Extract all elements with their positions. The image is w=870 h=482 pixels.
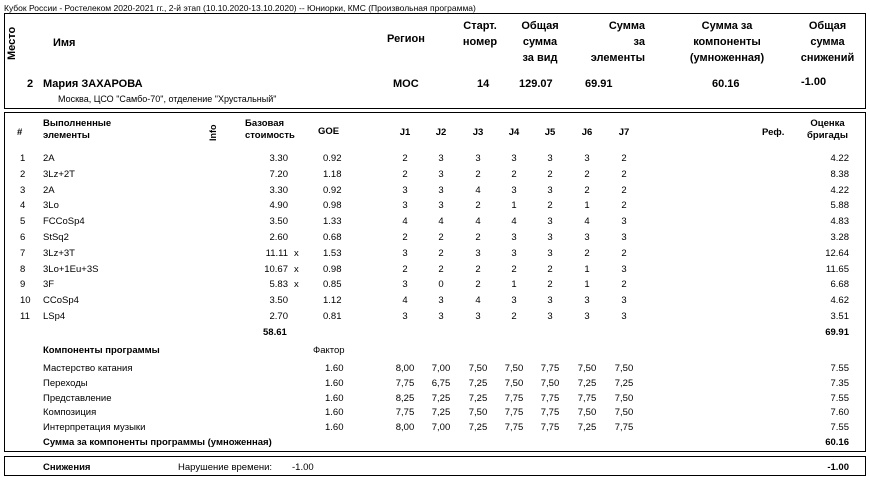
element-panel-score: 4.22 bbox=[830, 184, 849, 196]
component-judge-score: 6,75 bbox=[431, 377, 451, 389]
components-score-header: Сумма за компоненты (умноженная) bbox=[689, 20, 765, 64]
component-factor: 1.60 bbox=[325, 392, 344, 404]
element-judge-score: 2 bbox=[438, 247, 444, 259]
element-judge-score: 2 bbox=[621, 279, 627, 291]
elements-score-header: Сумма за элементы bbox=[590, 20, 645, 64]
element-bonus-mark: x bbox=[294, 279, 299, 291]
element-judge-score: 2 bbox=[475, 200, 481, 212]
element-number: 1 bbox=[20, 153, 26, 164]
element-judge-score: 3 bbox=[547, 184, 553, 196]
element-judge-score: 1 bbox=[584, 279, 590, 291]
element-row bbox=[0, 311, 870, 325]
num-header: # bbox=[17, 127, 23, 138]
component-judge-score: 7,25 bbox=[614, 377, 634, 389]
component-judge-score: 7,50 bbox=[504, 363, 524, 374]
element-name: 3Lz+2T bbox=[43, 168, 75, 180]
element-bonus-mark: x bbox=[294, 263, 299, 275]
element-name: 3F bbox=[43, 279, 55, 291]
element-judge-score: 3 bbox=[547, 247, 553, 259]
component-row bbox=[0, 363, 870, 377]
element-number: 6 bbox=[20, 232, 26, 243]
element-base-value: 2.60 bbox=[269, 232, 288, 243]
element-goe: 0.92 bbox=[323, 153, 342, 164]
element-judge-score: 3 bbox=[547, 216, 553, 228]
component-judge-score: 7,75 bbox=[395, 377, 415, 389]
skater-components-score: 60.16 bbox=[712, 78, 740, 90]
element-judge-score: 3 bbox=[584, 232, 590, 243]
referee-header: Реф. bbox=[762, 127, 785, 138]
panel-score-header: Оценка бригады bbox=[807, 118, 848, 141]
element-row bbox=[0, 185, 870, 199]
element-row bbox=[0, 169, 870, 183]
element-number: 2 bbox=[20, 168, 26, 180]
element-judge-score: 3 bbox=[402, 279, 408, 291]
component-judge-score: 7,50 bbox=[614, 363, 634, 374]
element-judge-score: 2 bbox=[511, 168, 517, 180]
start-number-header: Старт. номер bbox=[462, 20, 498, 48]
element-judge-score: 2 bbox=[547, 279, 553, 291]
component-judge-score: 7,25 bbox=[431, 392, 451, 404]
component-judge-score: 7,25 bbox=[577, 377, 597, 389]
factor-header: Фактор bbox=[313, 345, 345, 356]
component-judge-score: 7,75 bbox=[395, 407, 415, 419]
element-judge-score: 3 bbox=[402, 200, 408, 212]
element-number: 11 bbox=[20, 311, 30, 322]
component-judge-score: 8,00 bbox=[395, 422, 415, 434]
element-judge-score: 2 bbox=[584, 184, 590, 196]
element-name: 3Lz+3T bbox=[43, 247, 75, 259]
component-row bbox=[0, 407, 870, 421]
element-judge-score: 2 bbox=[402, 263, 408, 275]
component-name: Композиция bbox=[43, 407, 97, 419]
element-base-value: 11.11 bbox=[265, 247, 288, 259]
element-judge-score: 2 bbox=[621, 247, 627, 259]
element-judge-score: 3 bbox=[584, 295, 590, 307]
component-judge-score: 7,25 bbox=[468, 392, 488, 404]
element-name: CCoSp4 bbox=[43, 295, 79, 307]
name-header: Имя bbox=[53, 37, 76, 49]
skater-club: Москва, ЦСО "Самбо-70", отделение "Хрустальный" bbox=[58, 94, 277, 104]
element-base-value: 2.70 bbox=[269, 311, 288, 322]
element-goe: 1.53 bbox=[323, 247, 342, 259]
element-judge-score: 0 bbox=[438, 279, 444, 291]
component-judge-score: 7,50 bbox=[577, 407, 597, 419]
element-number: 3 bbox=[20, 184, 26, 196]
component-panel-score: 7.55 bbox=[830, 392, 849, 404]
total-score-header: Общая сумма за вид bbox=[521, 20, 559, 64]
component-name: Представление bbox=[43, 392, 112, 404]
element-row bbox=[0, 248, 870, 262]
deduction-time-violation: Нарушение времени: bbox=[178, 462, 273, 473]
element-judge-score: 3 bbox=[621, 311, 627, 322]
component-judge-score: 7,50 bbox=[577, 363, 597, 374]
element-judge-score: 1 bbox=[511, 200, 517, 212]
element-base-value: 10.67 bbox=[264, 263, 288, 275]
component-judge-score: 7,00 bbox=[431, 363, 451, 374]
element-judge-score: 3 bbox=[547, 153, 553, 164]
place-header: Место bbox=[6, 26, 18, 60]
component-judge-score: 8,00 bbox=[395, 363, 415, 374]
element-number: 10 bbox=[20, 295, 31, 307]
element-row bbox=[0, 279, 870, 293]
component-judge-score: 7,50 bbox=[468, 363, 488, 374]
element-judge-score: 2 bbox=[547, 200, 553, 212]
element-base-value: 7.20 bbox=[269, 168, 288, 180]
deductions-header: Общая сумма снижений bbox=[800, 20, 855, 64]
element-panel-score: 4.62 bbox=[830, 295, 849, 307]
component-judge-score: 7,75 bbox=[540, 363, 560, 374]
component-name: Интерпретация музыки bbox=[43, 422, 146, 434]
component-panel-score: 7.55 bbox=[830, 422, 849, 434]
component-judge-score: 7,25 bbox=[577, 422, 597, 434]
element-panel-score: 3.51 bbox=[830, 311, 849, 322]
component-row bbox=[0, 422, 870, 436]
element-base-value: 5.83 bbox=[269, 279, 288, 291]
skater-start-number: 14 bbox=[477, 78, 490, 90]
element-judge-score: 3 bbox=[547, 311, 553, 322]
component-factor: 1.60 bbox=[325, 377, 344, 389]
judge-header-4: J4 bbox=[508, 127, 520, 138]
element-judge-score: 2 bbox=[584, 247, 590, 259]
element-name: 3Lo+1Eu+3S bbox=[43, 263, 99, 275]
element-judge-score: 3 bbox=[402, 311, 408, 322]
elements-total-score: 69.91 bbox=[825, 327, 849, 338]
element-judge-score: 3 bbox=[511, 184, 517, 196]
element-panel-score: 11.65 bbox=[825, 263, 849, 275]
judge-header-5: J5 bbox=[544, 127, 556, 138]
component-judge-score: 7,75 bbox=[504, 407, 524, 419]
deductions-box bbox=[4, 456, 866, 476]
skater-region: МОС bbox=[393, 78, 419, 90]
element-judge-score: 2 bbox=[511, 311, 517, 322]
element-judge-score: 3 bbox=[402, 184, 408, 196]
elements-total-base: 58.61 bbox=[263, 327, 287, 338]
element-judge-score: 2 bbox=[621, 200, 627, 212]
deduction-time-violation-value: -1.00 bbox=[292, 462, 314, 473]
element-judge-score: 2 bbox=[621, 184, 627, 196]
element-judge-score: 1 bbox=[511, 279, 517, 291]
component-judge-score: 7,75 bbox=[504, 422, 524, 434]
component-judge-score: 7,50 bbox=[614, 407, 634, 419]
component-judge-score: 7,25 bbox=[431, 407, 451, 419]
judge-header-7: J7 bbox=[618, 127, 630, 138]
element-name: StSq2 bbox=[43, 232, 69, 243]
element-judge-score: 3 bbox=[511, 153, 517, 164]
components-total: 60.16 bbox=[825, 437, 849, 448]
element-base-value: 3.50 bbox=[269, 216, 288, 228]
element-judge-score: 2 bbox=[511, 263, 517, 275]
element-judge-score: 3 bbox=[547, 232, 553, 243]
component-factor: 1.60 bbox=[325, 422, 344, 434]
components-total-label: Сумма за компоненты программы (умноженная) bbox=[43, 437, 272, 448]
element-judge-score: 3 bbox=[438, 153, 444, 164]
component-judge-score: 7,75 bbox=[540, 392, 560, 404]
component-judge-score: 7,75 bbox=[577, 392, 597, 404]
element-row bbox=[0, 264, 870, 278]
component-name: Мастерство катания bbox=[43, 363, 133, 374]
component-factor: 1.60 bbox=[325, 363, 344, 374]
element-row bbox=[0, 153, 870, 167]
element-panel-score: 12.64 bbox=[825, 247, 849, 259]
element-goe: 0.98 bbox=[323, 200, 342, 212]
component-judge-score: 7,75 bbox=[540, 422, 560, 434]
component-row bbox=[0, 378, 870, 392]
element-judge-score: 3 bbox=[438, 311, 444, 322]
element-judge-score: 3 bbox=[621, 295, 627, 307]
judge-header-6: J6 bbox=[581, 127, 593, 138]
element-number: 4 bbox=[20, 200, 26, 212]
component-judge-score: 7,50 bbox=[504, 377, 524, 389]
element-judge-score: 3 bbox=[621, 263, 627, 275]
element-row bbox=[0, 216, 870, 230]
element-panel-score: 8.38 bbox=[830, 168, 849, 180]
element-judge-score: 3 bbox=[621, 232, 627, 243]
element-goe: 1.33 bbox=[323, 216, 342, 228]
element-number: 8 bbox=[20, 263, 26, 275]
component-factor: 1.60 bbox=[325, 407, 344, 419]
judge-header-2: J2 bbox=[435, 127, 447, 138]
element-judge-score: 3 bbox=[621, 216, 627, 228]
element-panel-score: 3.28 bbox=[830, 232, 849, 243]
component-panel-score: 7.60 bbox=[830, 407, 849, 419]
element-judge-score: 4 bbox=[402, 295, 408, 307]
element-name: 3Lo bbox=[43, 200, 59, 212]
elements-header: Выполненные элементы bbox=[43, 118, 112, 141]
element-number: 7 bbox=[20, 247, 26, 259]
element-judge-score: 2 bbox=[621, 153, 627, 164]
element-judge-score: 3 bbox=[475, 311, 481, 322]
judge-header-1: J1 bbox=[399, 127, 411, 138]
element-judge-score: 3 bbox=[511, 232, 517, 243]
element-base-value: 4.90 bbox=[269, 200, 288, 212]
element-judge-score: 4 bbox=[402, 216, 408, 228]
element-judge-score: 1 bbox=[584, 200, 590, 212]
element-judge-score: 2 bbox=[584, 168, 590, 180]
element-judge-score: 2 bbox=[438, 263, 444, 275]
element-judge-score: 3 bbox=[511, 247, 517, 259]
element-judge-score: 4 bbox=[475, 295, 481, 307]
element-judge-score: 4 bbox=[438, 216, 444, 228]
element-judge-score: 2 bbox=[402, 153, 408, 164]
element-name: 2A bbox=[43, 184, 55, 196]
element-judge-score: 3 bbox=[438, 200, 444, 212]
element-judge-score: 4 bbox=[475, 216, 481, 228]
element-row bbox=[0, 200, 870, 214]
skater-total: 129.07 bbox=[519, 78, 553, 90]
element-goe: 0.68 bbox=[323, 232, 342, 243]
component-judge-score: 7,50 bbox=[468, 407, 488, 419]
element-judge-score: 2 bbox=[475, 168, 481, 180]
element-judge-score: 2 bbox=[438, 232, 444, 243]
element-judge-score: 3 bbox=[402, 247, 408, 259]
element-judge-score: 4 bbox=[511, 216, 517, 228]
element-panel-score: 6.68 bbox=[830, 279, 849, 291]
component-judge-score: 7,50 bbox=[614, 392, 634, 404]
element-judge-score: 1 bbox=[584, 263, 590, 275]
element-judge-score: 3 bbox=[584, 153, 590, 164]
skater-deductions: -1.00 bbox=[801, 76, 827, 88]
element-row bbox=[0, 295, 870, 309]
element-judge-score: 3 bbox=[511, 295, 517, 307]
info-header: Info bbox=[208, 124, 218, 141]
component-judge-score: 8,25 bbox=[395, 392, 415, 404]
element-judge-score: 2 bbox=[402, 168, 408, 180]
component-judge-score: 7,50 bbox=[540, 377, 560, 389]
element-name: LSp4 bbox=[43, 311, 66, 322]
element-judge-score: 3 bbox=[438, 295, 444, 307]
element-judge-score: 2 bbox=[402, 232, 408, 243]
element-judge-score: 2 bbox=[547, 263, 553, 275]
component-name: Переходы bbox=[43, 377, 88, 389]
component-judge-score: 7,75 bbox=[504, 392, 524, 404]
skater-elements-score: 69.91 bbox=[585, 78, 613, 90]
element-judge-score: 3 bbox=[547, 295, 553, 307]
element-panel-score: 4.83 bbox=[830, 216, 849, 228]
element-judge-score: 3 bbox=[475, 153, 481, 164]
element-judge-score: 3 bbox=[584, 311, 590, 322]
base-value-header: Базовая стоимость bbox=[245, 118, 295, 141]
element-name: FCCoSp4 bbox=[43, 216, 85, 228]
element-goe: 1.12 bbox=[323, 295, 342, 307]
element-judge-score: 2 bbox=[547, 168, 553, 180]
element-goe: 1.18 bbox=[323, 168, 342, 180]
skater-name: Мария ЗАХАРОВА bbox=[43, 78, 143, 90]
component-judge-score: 7,25 bbox=[468, 422, 488, 434]
element-base-value: 3.50 bbox=[269, 295, 288, 307]
region-header: Регион bbox=[387, 33, 425, 45]
component-judge-score: 7,00 bbox=[431, 422, 451, 434]
element-base-value: 3.30 bbox=[269, 184, 288, 196]
deductions-label: Снижения bbox=[43, 462, 91, 473]
element-name: 2A bbox=[43, 153, 55, 164]
element-judge-score: 2 bbox=[475, 279, 481, 291]
element-bonus-mark: x bbox=[294, 247, 299, 259]
element-judge-score: 3 bbox=[438, 184, 444, 196]
element-panel-score: 4.22 bbox=[830, 153, 849, 164]
element-judge-score: 2 bbox=[475, 263, 481, 275]
element-judge-score: 4 bbox=[475, 184, 481, 196]
element-goe: 0.81 bbox=[323, 311, 342, 322]
element-judge-score: 4 bbox=[584, 216, 590, 228]
element-row bbox=[0, 232, 870, 246]
element-number: 5 bbox=[20, 216, 26, 228]
element-judge-score: 3 bbox=[475, 247, 481, 259]
component-panel-score: 7.35 bbox=[830, 377, 849, 389]
component-judge-score: 7,25 bbox=[468, 377, 488, 389]
page-title: Кубок России - Ростелеком 2020-2021 гг., 2-й этап (10.10.2020-13.10.2020) -- Юниорки, КМС (Произвольная программа) bbox=[4, 3, 476, 13]
element-judge-score: 2 bbox=[475, 232, 481, 243]
element-panel-score: 5.88 bbox=[830, 200, 849, 212]
component-judge-score: 7,75 bbox=[540, 407, 560, 419]
goe-header: GOE bbox=[318, 126, 340, 137]
component-row bbox=[0, 393, 870, 407]
component-panel-score: 7.55 bbox=[830, 363, 849, 374]
component-judge-score: 7,75 bbox=[614, 422, 634, 434]
element-number: 9 bbox=[20, 279, 26, 291]
element-goe: 0.85 bbox=[323, 279, 342, 291]
deductions-total: -1.00 bbox=[827, 462, 849, 473]
element-judge-score: 3 bbox=[438, 168, 444, 180]
judge-header-3: J3 bbox=[472, 127, 484, 138]
skater-place: 2 bbox=[27, 78, 34, 90]
element-judge-score: 2 bbox=[621, 168, 627, 180]
element-goe: 0.92 bbox=[323, 184, 342, 196]
components-header: Компоненты программы bbox=[43, 345, 160, 356]
element-goe: 0.98 bbox=[323, 263, 342, 275]
element-base-value: 3.30 bbox=[269, 153, 288, 164]
